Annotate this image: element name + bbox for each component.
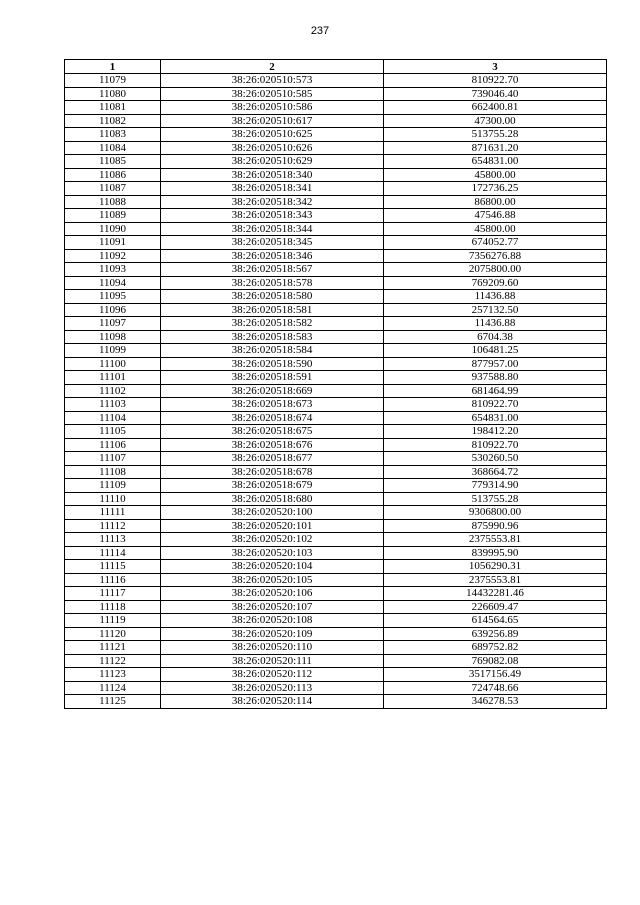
- table-row: [65, 627, 607, 641]
- table-row: [65, 519, 607, 533]
- cadastral-number-cell: 38:26:020520:102: [161, 533, 384, 547]
- value-cell: 654831.00: [384, 155, 607, 169]
- data-table: [64, 59, 607, 709]
- column-header-2: 2: [161, 60, 384, 74]
- column-header-3: 3: [384, 60, 607, 74]
- table-row: [65, 506, 607, 520]
- cadastral-number-cell: 38:26:020518:343: [161, 209, 384, 223]
- cadastral-number-cell: 38:26:020520:100: [161, 506, 384, 520]
- cadastral-number-cell: 38:26:020520:114: [161, 695, 384, 709]
- value-cell: 839995.90: [384, 546, 607, 560]
- cadastral-number-cell: 38:26:020520:113: [161, 681, 384, 695]
- table-row: [65, 560, 607, 574]
- value-cell: 877957.00: [384, 357, 607, 371]
- value-cell: 368664.72: [384, 465, 607, 479]
- table-row: [65, 681, 607, 695]
- value-cell: 810922.70: [384, 438, 607, 452]
- value-cell: 2375553.81: [384, 533, 607, 547]
- row-number-cell: 11086: [65, 168, 161, 182]
- value-cell: 172736.25: [384, 182, 607, 196]
- column-header-1: 1: [65, 60, 161, 74]
- row-number-cell: 11091: [65, 236, 161, 250]
- cadastral-number-cell: 38:26:020510:626: [161, 141, 384, 155]
- header-row: [65, 60, 607, 74]
- cadastral-number-cell: 38:26:020520:101: [161, 519, 384, 533]
- row-number-cell: 11101: [65, 371, 161, 385]
- row-number-cell: 11119: [65, 614, 161, 628]
- value-cell: 769082.08: [384, 654, 607, 668]
- row-number-cell: 11106: [65, 438, 161, 452]
- cadastral-number-cell: 38:26:020520:107: [161, 600, 384, 614]
- cadastral-number-cell: 38:26:020520:106: [161, 587, 384, 601]
- cadastral-number-cell: 38:26:020518:673: [161, 398, 384, 412]
- row-number-cell: 11109: [65, 479, 161, 493]
- row-number-cell: 11079: [65, 74, 161, 88]
- row-number-cell: 11096: [65, 303, 161, 317]
- table-row: [65, 452, 607, 466]
- cadastral-number-cell: 38:26:020510:586: [161, 101, 384, 115]
- row-number-cell: 11118: [65, 600, 161, 614]
- value-cell: 6704.38: [384, 330, 607, 344]
- table-row: [65, 438, 607, 452]
- value-cell: 810922.70: [384, 74, 607, 88]
- row-number-cell: 11105: [65, 425, 161, 439]
- value-cell: 513755.28: [384, 128, 607, 142]
- table-row: [65, 74, 607, 88]
- table-row: [65, 128, 607, 142]
- cadastral-number-cell: 38:26:020510:585: [161, 87, 384, 101]
- table-row: [65, 222, 607, 236]
- row-number-cell: 11099: [65, 344, 161, 358]
- row-number-cell: 11098: [65, 330, 161, 344]
- row-number-cell: 11107: [65, 452, 161, 466]
- table-row: [65, 101, 607, 115]
- row-number-cell: 11087: [65, 182, 161, 196]
- value-cell: 875990.96: [384, 519, 607, 533]
- cadastral-number-cell: 38:26:020518:346: [161, 249, 384, 263]
- cadastral-number-cell: 38:26:020518:675: [161, 425, 384, 439]
- cadastral-number-cell: 38:26:020518:669: [161, 384, 384, 398]
- cadastral-number-cell: 38:26:020518:591: [161, 371, 384, 385]
- row-number-cell: 11112: [65, 519, 161, 533]
- row-number-cell: 11115: [65, 560, 161, 574]
- cadastral-number-cell: 38:26:020520:112: [161, 668, 384, 682]
- value-cell: 47546.88: [384, 209, 607, 223]
- table-row: [65, 546, 607, 560]
- value-cell: 86800.00: [384, 195, 607, 209]
- cadastral-number-cell: 38:26:020518:578: [161, 276, 384, 290]
- table-row: [65, 236, 607, 250]
- table-row: [65, 465, 607, 479]
- row-number-cell: 11090: [65, 222, 161, 236]
- value-cell: 871631.20: [384, 141, 607, 155]
- value-cell: 3517156.49: [384, 668, 607, 682]
- table-row: [65, 398, 607, 412]
- row-number-cell: 11095: [65, 290, 161, 304]
- row-number-cell: 11121: [65, 641, 161, 655]
- value-cell: 226609.47: [384, 600, 607, 614]
- row-number-cell: 11111: [65, 506, 161, 520]
- value-cell: 639256.89: [384, 627, 607, 641]
- cadastral-number-cell: 38:26:020520:104: [161, 560, 384, 574]
- value-cell: 1056290.31: [384, 560, 607, 574]
- value-cell: 14432281.46: [384, 587, 607, 601]
- value-cell: 614564.65: [384, 614, 607, 628]
- row-number-cell: 11094: [65, 276, 161, 290]
- cadastral-number-cell: 38:26:020518:583: [161, 330, 384, 344]
- cadastral-number-cell: 38:26:020520:105: [161, 573, 384, 587]
- table-row: [65, 425, 607, 439]
- value-cell: 937588.80: [384, 371, 607, 385]
- table-row: [65, 195, 607, 209]
- value-cell: 257132.50: [384, 303, 607, 317]
- cadastral-number-cell: 38:26:020510:629: [161, 155, 384, 169]
- table-header: [65, 60, 607, 74]
- table-row: [65, 249, 607, 263]
- cadastral-number-cell: 38:26:020518:584: [161, 344, 384, 358]
- row-number-cell: 11092: [65, 249, 161, 263]
- value-cell: 724748.66: [384, 681, 607, 695]
- value-cell: 7356276.88: [384, 249, 607, 263]
- cadastral-number-cell: 38:26:020518:581: [161, 303, 384, 317]
- row-number-cell: 11122: [65, 654, 161, 668]
- table-row: [65, 533, 607, 547]
- table-row: [65, 276, 607, 290]
- value-cell: 779314.90: [384, 479, 607, 493]
- row-number-cell: 11089: [65, 209, 161, 223]
- row-number-cell: 11084: [65, 141, 161, 155]
- cadastral-number-cell: 38:26:020518:582: [161, 317, 384, 331]
- cadastral-number-cell: 38:26:020510:625: [161, 128, 384, 142]
- cadastral-number-cell: 38:26:020518:680: [161, 492, 384, 506]
- value-cell: 9306800.00: [384, 506, 607, 520]
- cadastral-number-cell: 38:26:020520:109: [161, 627, 384, 641]
- cadastral-number-cell: 38:26:020518:580: [161, 290, 384, 304]
- value-cell: 106481.25: [384, 344, 607, 358]
- table-row: [65, 168, 607, 182]
- table-row: [65, 668, 607, 682]
- cadastral-number-cell: 38:26:020520:111: [161, 654, 384, 668]
- row-number-cell: 11100: [65, 357, 161, 371]
- cadastral-number-cell: 38:26:020518:344: [161, 222, 384, 236]
- table-row: [65, 114, 607, 128]
- table-row: [65, 587, 607, 601]
- row-number-cell: 11104: [65, 411, 161, 425]
- table-row: [65, 573, 607, 587]
- value-cell: 2375553.81: [384, 573, 607, 587]
- row-number-cell: 11117: [65, 587, 161, 601]
- cadastral-number-cell: 38:26:020518:676: [161, 438, 384, 452]
- value-cell: 739046.40: [384, 87, 607, 101]
- value-cell: 530260.50: [384, 452, 607, 466]
- table-row: [65, 155, 607, 169]
- cadastral-number-cell: 38:26:020520:103: [161, 546, 384, 560]
- table-row: [65, 695, 607, 709]
- value-cell: 45800.00: [384, 168, 607, 182]
- table-body: [65, 74, 607, 709]
- table-row: [65, 411, 607, 425]
- table-row: [65, 384, 607, 398]
- cadastral-number-cell: 38:26:020518:590: [161, 357, 384, 371]
- cadastral-number-cell: 38:26:020518:341: [161, 182, 384, 196]
- table-row: [65, 492, 607, 506]
- table-row: [65, 182, 607, 196]
- cadastral-number-cell: 38:26:020518:342: [161, 195, 384, 209]
- cadastral-number-cell: 38:26:020518:674: [161, 411, 384, 425]
- row-number-cell: 11116: [65, 573, 161, 587]
- cadastral-number-cell: 38:26:020518:340: [161, 168, 384, 182]
- cadastral-number-cell: 38:26:020518:677: [161, 452, 384, 466]
- table-row: [65, 330, 607, 344]
- table-row: [65, 317, 607, 331]
- value-cell: 513755.28: [384, 492, 607, 506]
- table-row: [65, 479, 607, 493]
- value-cell: 47300.00: [384, 114, 607, 128]
- table-row: [65, 614, 607, 628]
- row-number-cell: 11113: [65, 533, 161, 547]
- value-cell: 654831.00: [384, 411, 607, 425]
- table-row: [65, 303, 607, 317]
- table-row: [65, 357, 607, 371]
- row-number-cell: 11097: [65, 317, 161, 331]
- table-row: [65, 654, 607, 668]
- value-cell: 681464.99: [384, 384, 607, 398]
- value-cell: 11436.88: [384, 317, 607, 331]
- table-row: [65, 371, 607, 385]
- value-cell: 2075800.00: [384, 263, 607, 277]
- table-row: [65, 344, 607, 358]
- value-cell: 45800.00: [384, 222, 607, 236]
- table-row: [65, 641, 607, 655]
- row-number-cell: 11088: [65, 195, 161, 209]
- row-number-cell: 11082: [65, 114, 161, 128]
- table-row: [65, 209, 607, 223]
- row-number-cell: 11123: [65, 668, 161, 682]
- row-number-cell: 11085: [65, 155, 161, 169]
- row-number-cell: 11125: [65, 695, 161, 709]
- row-number-cell: 11080: [65, 87, 161, 101]
- row-number-cell: 11102: [65, 384, 161, 398]
- value-cell: 769209.60: [384, 276, 607, 290]
- table-row: [65, 141, 607, 155]
- table-row: [65, 600, 607, 614]
- row-number-cell: 11093: [65, 263, 161, 277]
- table-row: [65, 87, 607, 101]
- value-cell: 810922.70: [384, 398, 607, 412]
- cadastral-number-cell: 38:26:020518:679: [161, 479, 384, 493]
- cadastral-number-cell: 38:26:020518:345: [161, 236, 384, 250]
- cadastral-number-cell: 38:26:020520:110: [161, 641, 384, 655]
- value-cell: 662400.81: [384, 101, 607, 115]
- row-number-cell: 11083: [65, 128, 161, 142]
- table-row: [65, 263, 607, 277]
- table-row: [65, 290, 607, 304]
- value-cell: 689752.82: [384, 641, 607, 655]
- cadastral-number-cell: 38:26:020518:567: [161, 263, 384, 277]
- value-cell: 674052.77: [384, 236, 607, 250]
- row-number-cell: 11114: [65, 546, 161, 560]
- value-cell: 346278.53: [384, 695, 607, 709]
- row-number-cell: 11124: [65, 681, 161, 695]
- cadastral-number-cell: 38:26:020520:108: [161, 614, 384, 628]
- value-cell: 11436.88: [384, 290, 607, 304]
- cadastral-number-cell: 38:26:020518:678: [161, 465, 384, 479]
- page-number: 237: [310, 25, 330, 37]
- row-number-cell: 11103: [65, 398, 161, 412]
- value-cell: 198412.20: [384, 425, 607, 439]
- row-number-cell: 11110: [65, 492, 161, 506]
- row-number-cell: 11108: [65, 465, 161, 479]
- cadastral-number-cell: 38:26:020510:617: [161, 114, 384, 128]
- row-number-cell: 11120: [65, 627, 161, 641]
- cadastral-number-cell: 38:26:020510:573: [161, 74, 384, 88]
- row-number-cell: 11081: [65, 101, 161, 115]
